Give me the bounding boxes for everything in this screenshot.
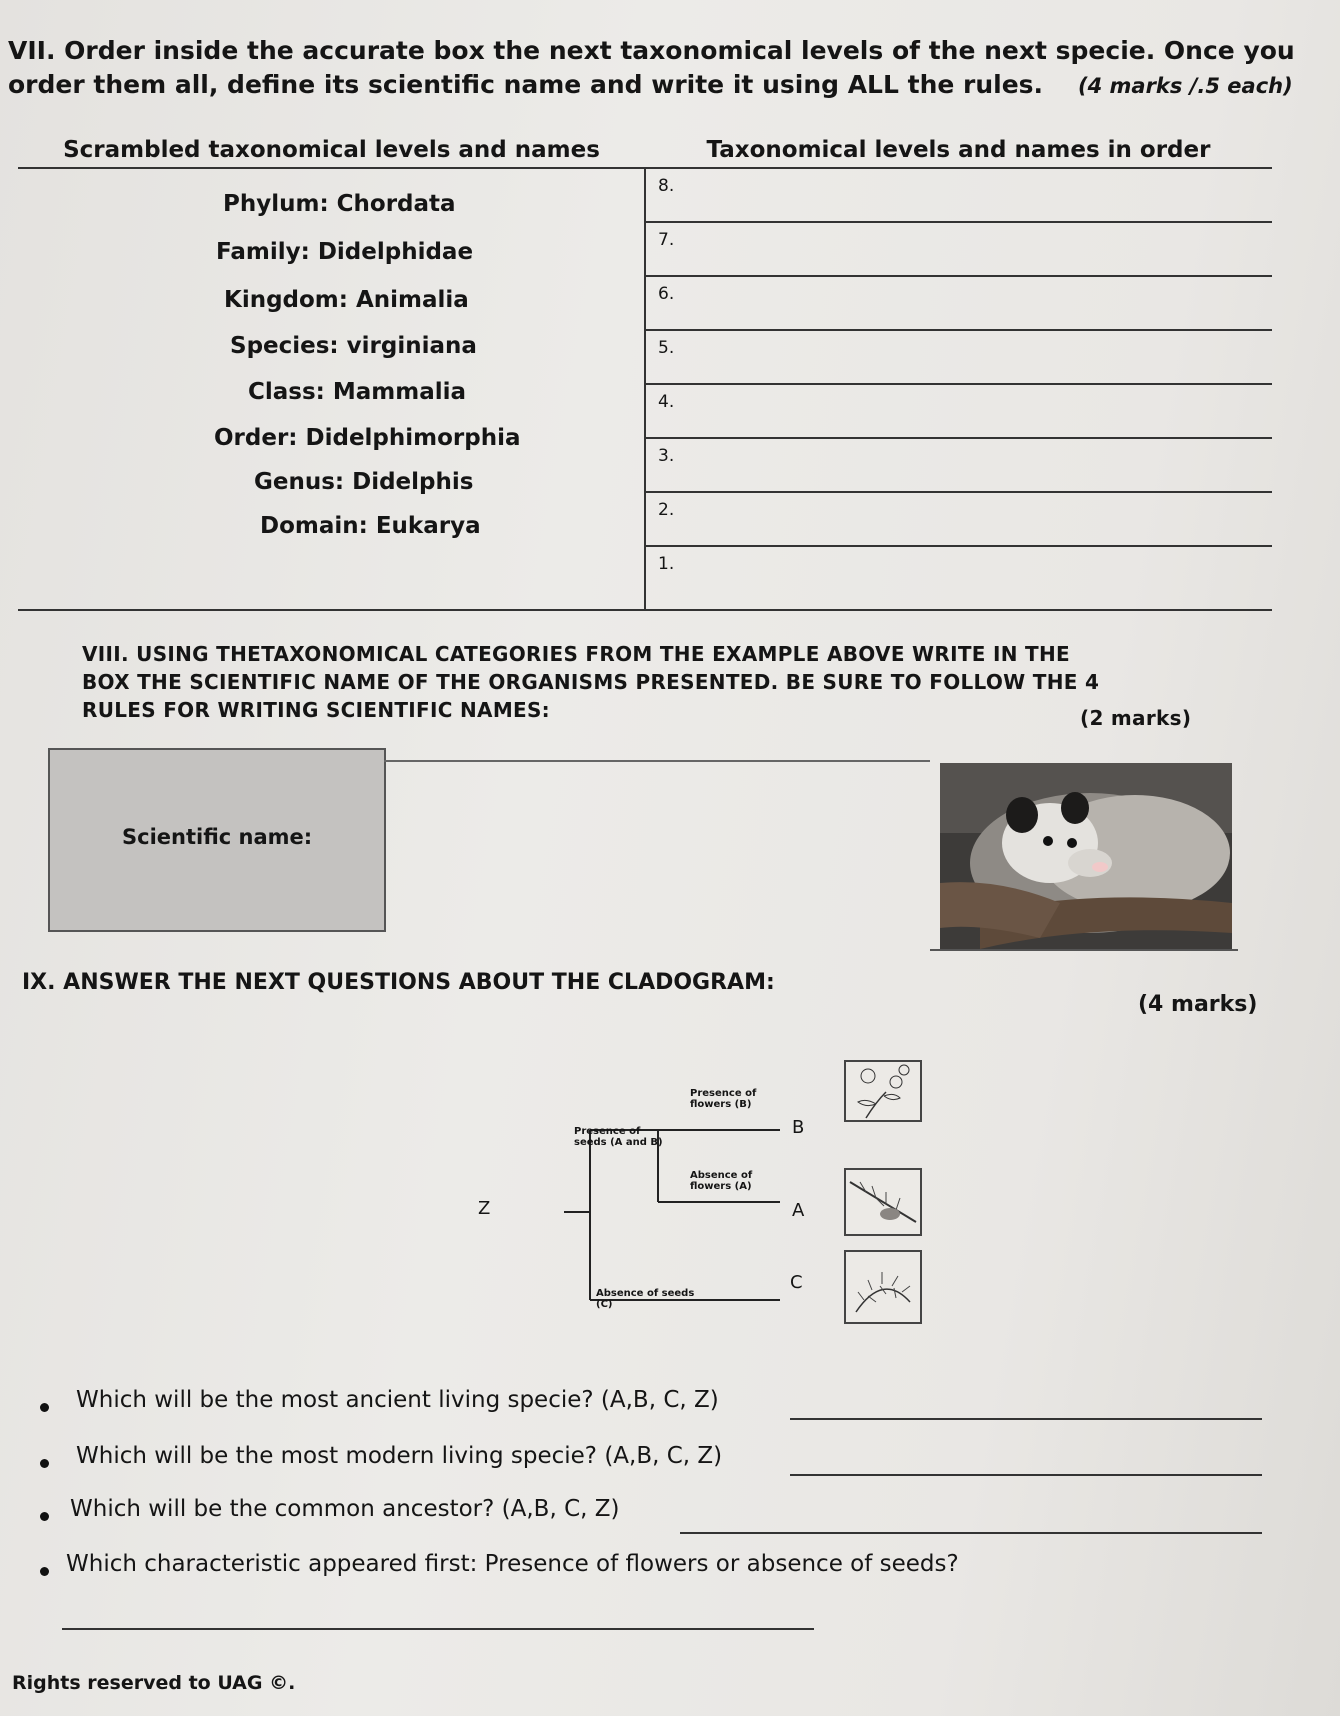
ordered-levels-cell bbox=[645, 168, 1272, 609]
bullet bbox=[40, 1512, 49, 1521]
scrambled-item-genus: Genus: Didelphis bbox=[254, 469, 474, 495]
slot-number: 6. bbox=[658, 284, 675, 304]
tip-a-label: A bbox=[792, 1200, 805, 1221]
tip-c-label: C bbox=[790, 1272, 803, 1293]
scrambled-item-class: Class: Mammalia bbox=[248, 379, 467, 405]
section-8-instruction-line-3: RULES FOR WRITING SCIENTIFIC NAMES: bbox=[82, 698, 550, 722]
seedless-plant-image bbox=[844, 1250, 922, 1324]
trait-seeds-present: Presence of seeds (A and B) bbox=[574, 1126, 663, 1148]
scientific-name-label-box bbox=[48, 748, 386, 932]
opossum-photo bbox=[940, 763, 1232, 949]
scrambled-item-family: Family: Didelphidae bbox=[216, 239, 474, 265]
section-7-instruction-line-2: order them all, define its scientific name and write it using ALL the rules. bbox=[8, 70, 1044, 99]
scientific-name-label: Scientific name: bbox=[122, 825, 313, 849]
seed-plant-without-flowers-image bbox=[844, 1168, 922, 1236]
section-7-instruction-line-1: VII. Order inside the accurate box the next taxonomical levels of the next specie. Once you bbox=[8, 36, 1295, 65]
photo-frame-line bbox=[930, 949, 1238, 951]
order-slot-7[interactable] bbox=[646, 223, 1272, 277]
copyright-footer: Rights reserved to UAG ©. bbox=[12, 1672, 296, 1694]
section-8-marks: (2 marks) bbox=[1080, 706, 1192, 730]
tip-b-label: B bbox=[792, 1117, 805, 1138]
slot-number: 3. bbox=[658, 446, 675, 466]
taxonomy-table bbox=[18, 133, 1272, 609]
order-slot-6[interactable] bbox=[646, 277, 1272, 331]
question-3-answer-line[interactable] bbox=[680, 1532, 1262, 1534]
question-3-text: Which will be the common ancestor? (A,B, C, Z) bbox=[70, 1496, 620, 1522]
question-2-answer-line[interactable] bbox=[790, 1474, 1262, 1476]
slot-number: 4. bbox=[658, 392, 675, 412]
section-9-title: IX. ANSWER THE NEXT QUESTIONS ABOUT THE CLADOGRAM: bbox=[22, 970, 775, 995]
slot-number: 2. bbox=[658, 500, 675, 520]
order-slot-4[interactable] bbox=[646, 385, 1272, 439]
flowering-plant-image bbox=[844, 1060, 922, 1122]
trait-seeds-absent: Absence of seeds (C) bbox=[596, 1288, 695, 1310]
ordered-header: Taxonomical levels and names in order bbox=[645, 133, 1272, 168]
cladogram bbox=[478, 1060, 940, 1340]
scrambled-item-domain: Domain: Eukarya bbox=[260, 513, 481, 539]
order-slot-1[interactable] bbox=[646, 547, 1272, 599]
section-9-marks: (4 marks) bbox=[1138, 992, 1258, 1017]
scientific-name-answer-area[interactable] bbox=[384, 760, 930, 930]
node-z-label: Z bbox=[478, 1198, 491, 1219]
scrambled-item-kingdom: Kingdom: Animalia bbox=[224, 287, 469, 313]
order-slot-3[interactable] bbox=[646, 439, 1272, 493]
question-2-text: Which will be the most modern living specie? (A,B, C, Z) bbox=[76, 1443, 723, 1469]
bullet bbox=[40, 1567, 49, 1576]
order-slot-5[interactable] bbox=[646, 331, 1272, 385]
trait-flowers-absent: Absence of flowers (A) bbox=[690, 1170, 753, 1192]
trait-flowers-present: Presence of flowers (B) bbox=[690, 1088, 757, 1110]
scrambled-header: Scrambled taxonomical levels and names bbox=[18, 133, 645, 168]
order-slot-2[interactable] bbox=[646, 493, 1272, 547]
slot-number: 5. bbox=[658, 338, 675, 358]
scrambled-item-species: Species: virginiana bbox=[230, 333, 477, 359]
section-7-marks: (4 marks /.5 each) bbox=[1078, 74, 1293, 98]
bullet bbox=[40, 1403, 49, 1412]
scrambled-item-order: Order: Didelphimorphia bbox=[214, 425, 521, 451]
question-4-answer-line[interactable] bbox=[62, 1628, 814, 1630]
order-slot-8[interactable] bbox=[646, 169, 1272, 223]
table-bottom-border bbox=[18, 609, 1272, 611]
slot-number: 1. bbox=[658, 554, 675, 574]
scrambled-item-phylum: Phylum: Chordata bbox=[223, 191, 456, 217]
question-4-text: Which characteristic appeared first: Presence of flowers or absence of seeds? bbox=[66, 1551, 959, 1577]
question-1-answer-line[interactable] bbox=[790, 1418, 1262, 1420]
section-8-instruction-line-2: BOX THE SCIENTIFIC NAME OF THE ORGANISMS PRESENTED. BE SURE TO FOLLOW THE 4 bbox=[82, 670, 1100, 694]
question-1-text: Which will be the most ancient living specie? (A,B, C, Z) bbox=[76, 1387, 719, 1413]
section-8-instruction-line-1: VIII. USING THETAXONOMICAL CATEGORIES FROM THE EXAMPLE ABOVE WRITE IN THE bbox=[82, 642, 1071, 666]
scrambled-levels-cell bbox=[18, 168, 645, 609]
slot-number: 8. bbox=[658, 176, 675, 196]
slot-number: 7. bbox=[658, 230, 675, 250]
bullet bbox=[40, 1459, 49, 1468]
